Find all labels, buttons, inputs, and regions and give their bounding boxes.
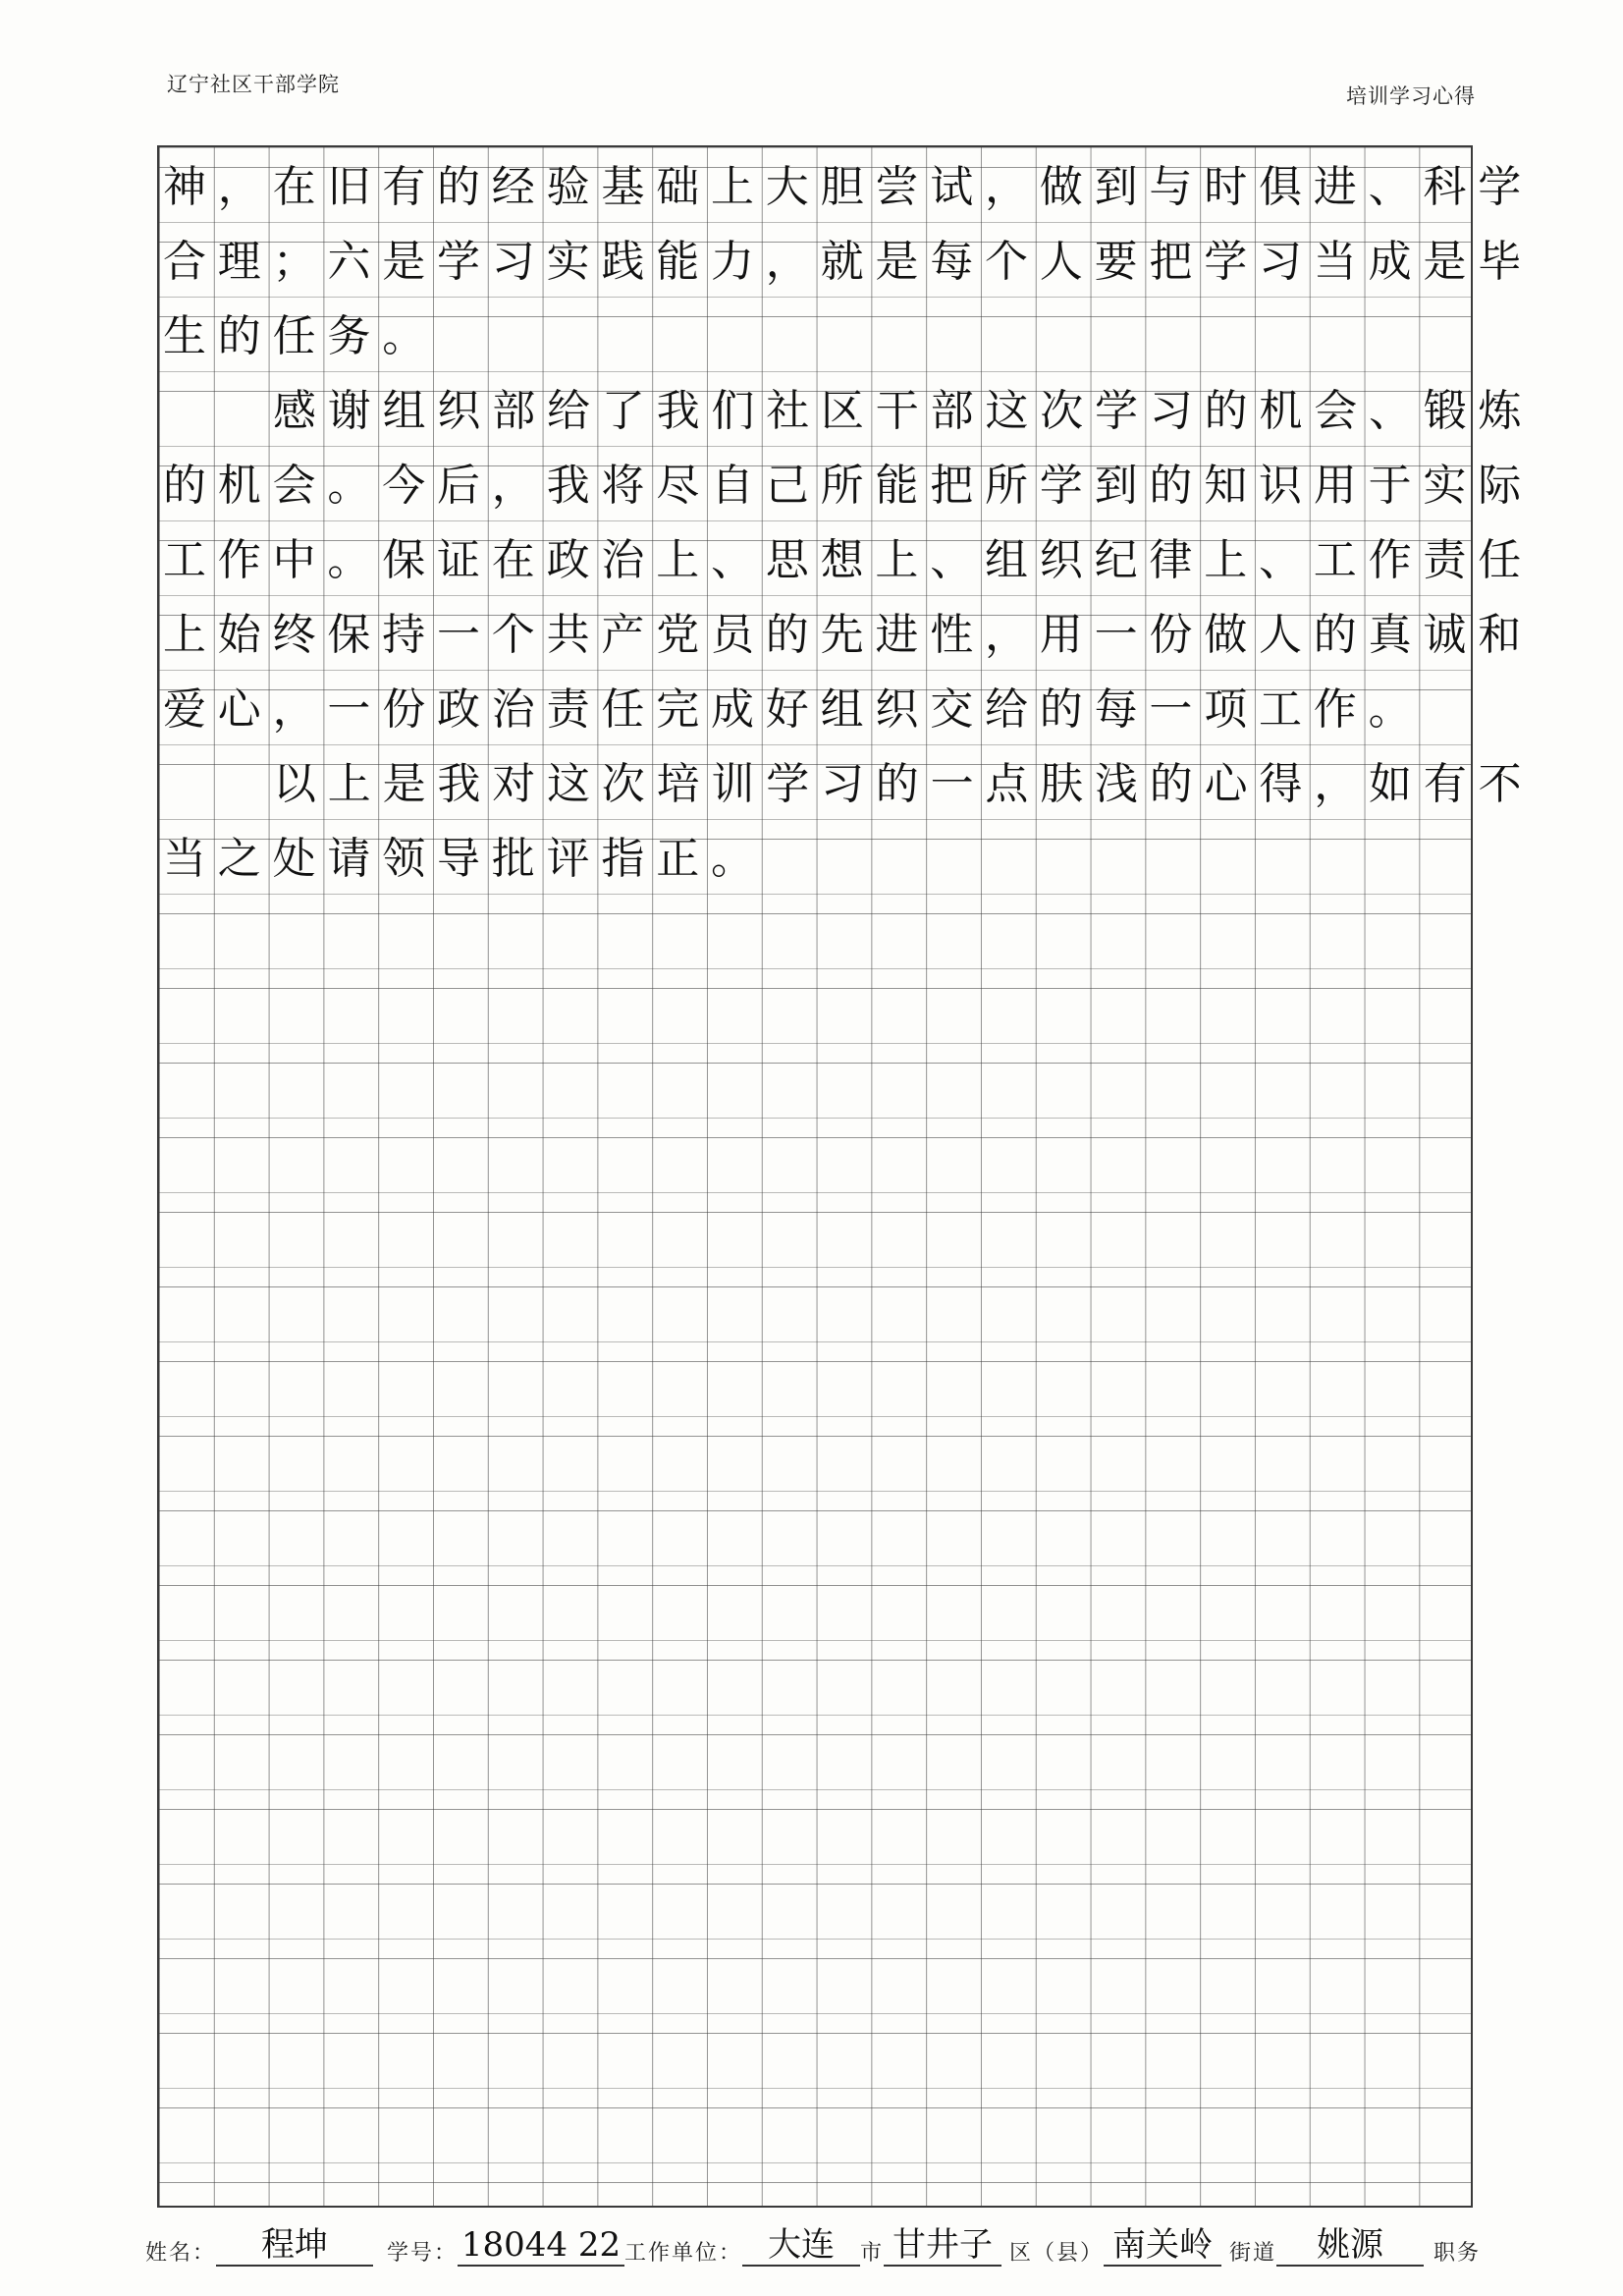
community-field[interactable]: 姚源	[1276, 2225, 1424, 2267]
essay-line: 当之处请领导批评指正。	[163, 834, 766, 884]
id-field[interactable]: 18044 22	[458, 2225, 624, 2267]
essay-text	[157, 145, 1534, 892]
position-label: 职务	[1434, 2241, 1482, 2266]
essay-line: 上始终保持一个共产党员的先进性，用一份做人的真诚和	[163, 610, 1533, 660]
name-field[interactable]: 程坤	[216, 2225, 373, 2267]
name-label: 姓名：	[145, 2241, 217, 2266]
essay-line: 神，在旧有的经验基础上大胆尝试，做到与时俱进、科学	[163, 162, 1533, 212]
city-field[interactable]: 大连	[742, 2225, 860, 2267]
essay-line: 生的任务。	[163, 311, 437, 361]
essay-line: 的机会。今后，我将尽自己所能把所学到的知识用于实际	[163, 461, 1533, 511]
street-label: 街道	[1229, 2241, 1277, 2266]
district-field[interactable]: 甘井子	[884, 2225, 1001, 2267]
unit-label: 工作单位：	[624, 2241, 743, 2266]
id-label: 学号：	[387, 2241, 459, 2266]
student-info-footer	[145, 2225, 1481, 2267]
essay-line: 以上是我对这次培训学习的一点肤浅的心得，如有不	[273, 759, 1534, 809]
district-label: 区（县）	[1009, 2241, 1105, 2266]
town-field[interactable]: 南关岭	[1104, 2225, 1221, 2267]
essay-line: 爱心，一份政治责任完成好组织交给的每一项工作。	[163, 684, 1424, 735]
essay-line: 合理；六是学习实践能力，就是每个人要把学习当成是毕	[163, 237, 1533, 287]
institution-header: 辽宁社区干部学院	[167, 73, 340, 96]
document-title: 培训学习心得	[1346, 84, 1476, 108]
essay-line: 工作中。保证在政治上、思想上、组织纪律上、工作责任	[163, 535, 1533, 585]
city-label: 市	[860, 2241, 885, 2266]
essay-line: 感谢组织部给了我们社区干部这次学习的机会、锻炼	[273, 386, 1534, 436]
